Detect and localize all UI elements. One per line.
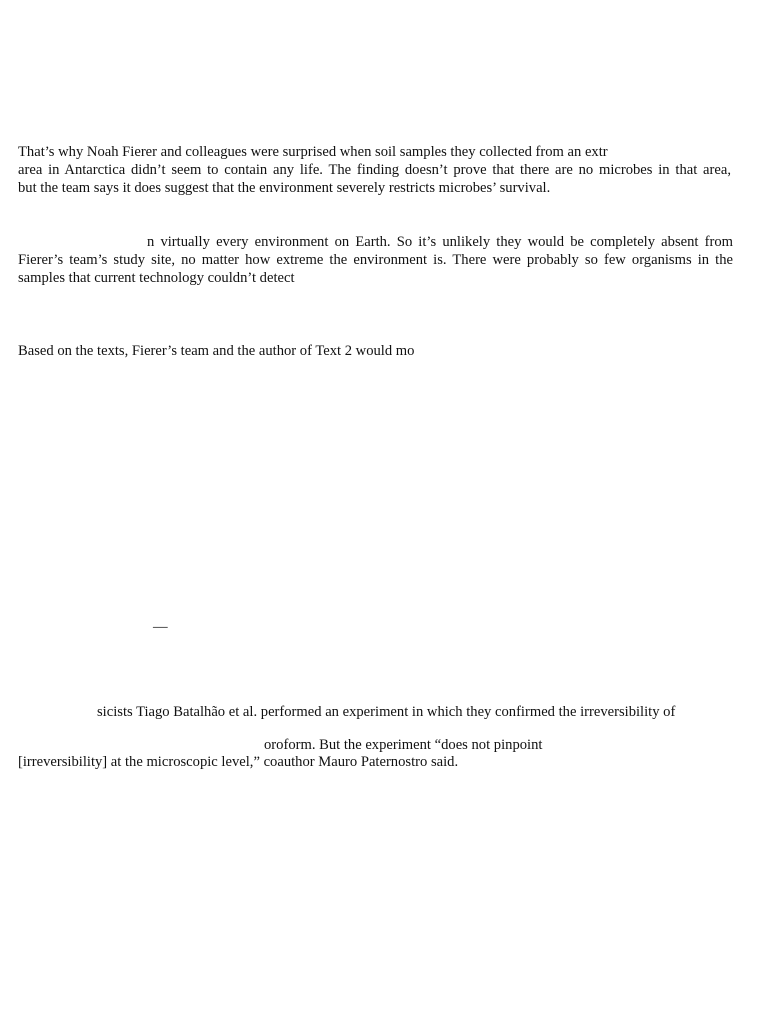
text2-line-2: Fierer’s team’s study site, no matter how extreme the environment is. There were probably so few organisms in the — [18, 252, 733, 268]
text1-line-3: but the team says it does suggest that the environment severely restricts microbes’ survival. — [18, 180, 551, 196]
text1-line-1: That’s why Noah Fierer and colleagues were surprised when soil samples they collected from an extr — [18, 144, 608, 160]
passage2-line-1: sicists Tiago Batalhão et al. performed an experiment in which they confirmed the irreversibility of — [97, 704, 676, 720]
passage2-line-2: oroform. But the experiment “does not pinpoint — [264, 737, 543, 753]
text1-line-2: area in Antarctica didn’t seem to contain any life. The finding doesn’t prove that there are no microbes in that area, — [18, 162, 731, 178]
text2-line-3: samples that current technology couldn’t detect — [18, 270, 295, 286]
text2-line-1: n virtually every environment on Earth. So it’s unlikely they would be completely absent from — [147, 234, 733, 250]
separator-dash: — — [153, 619, 168, 635]
passage2-line-3: [irreversibility] at the microscopic level,” coauthor Mauro Paternostro said. — [18, 754, 459, 770]
question-stem: Based on the texts, Fierer’s team and the author of Text 2 would mo — [18, 343, 415, 359]
